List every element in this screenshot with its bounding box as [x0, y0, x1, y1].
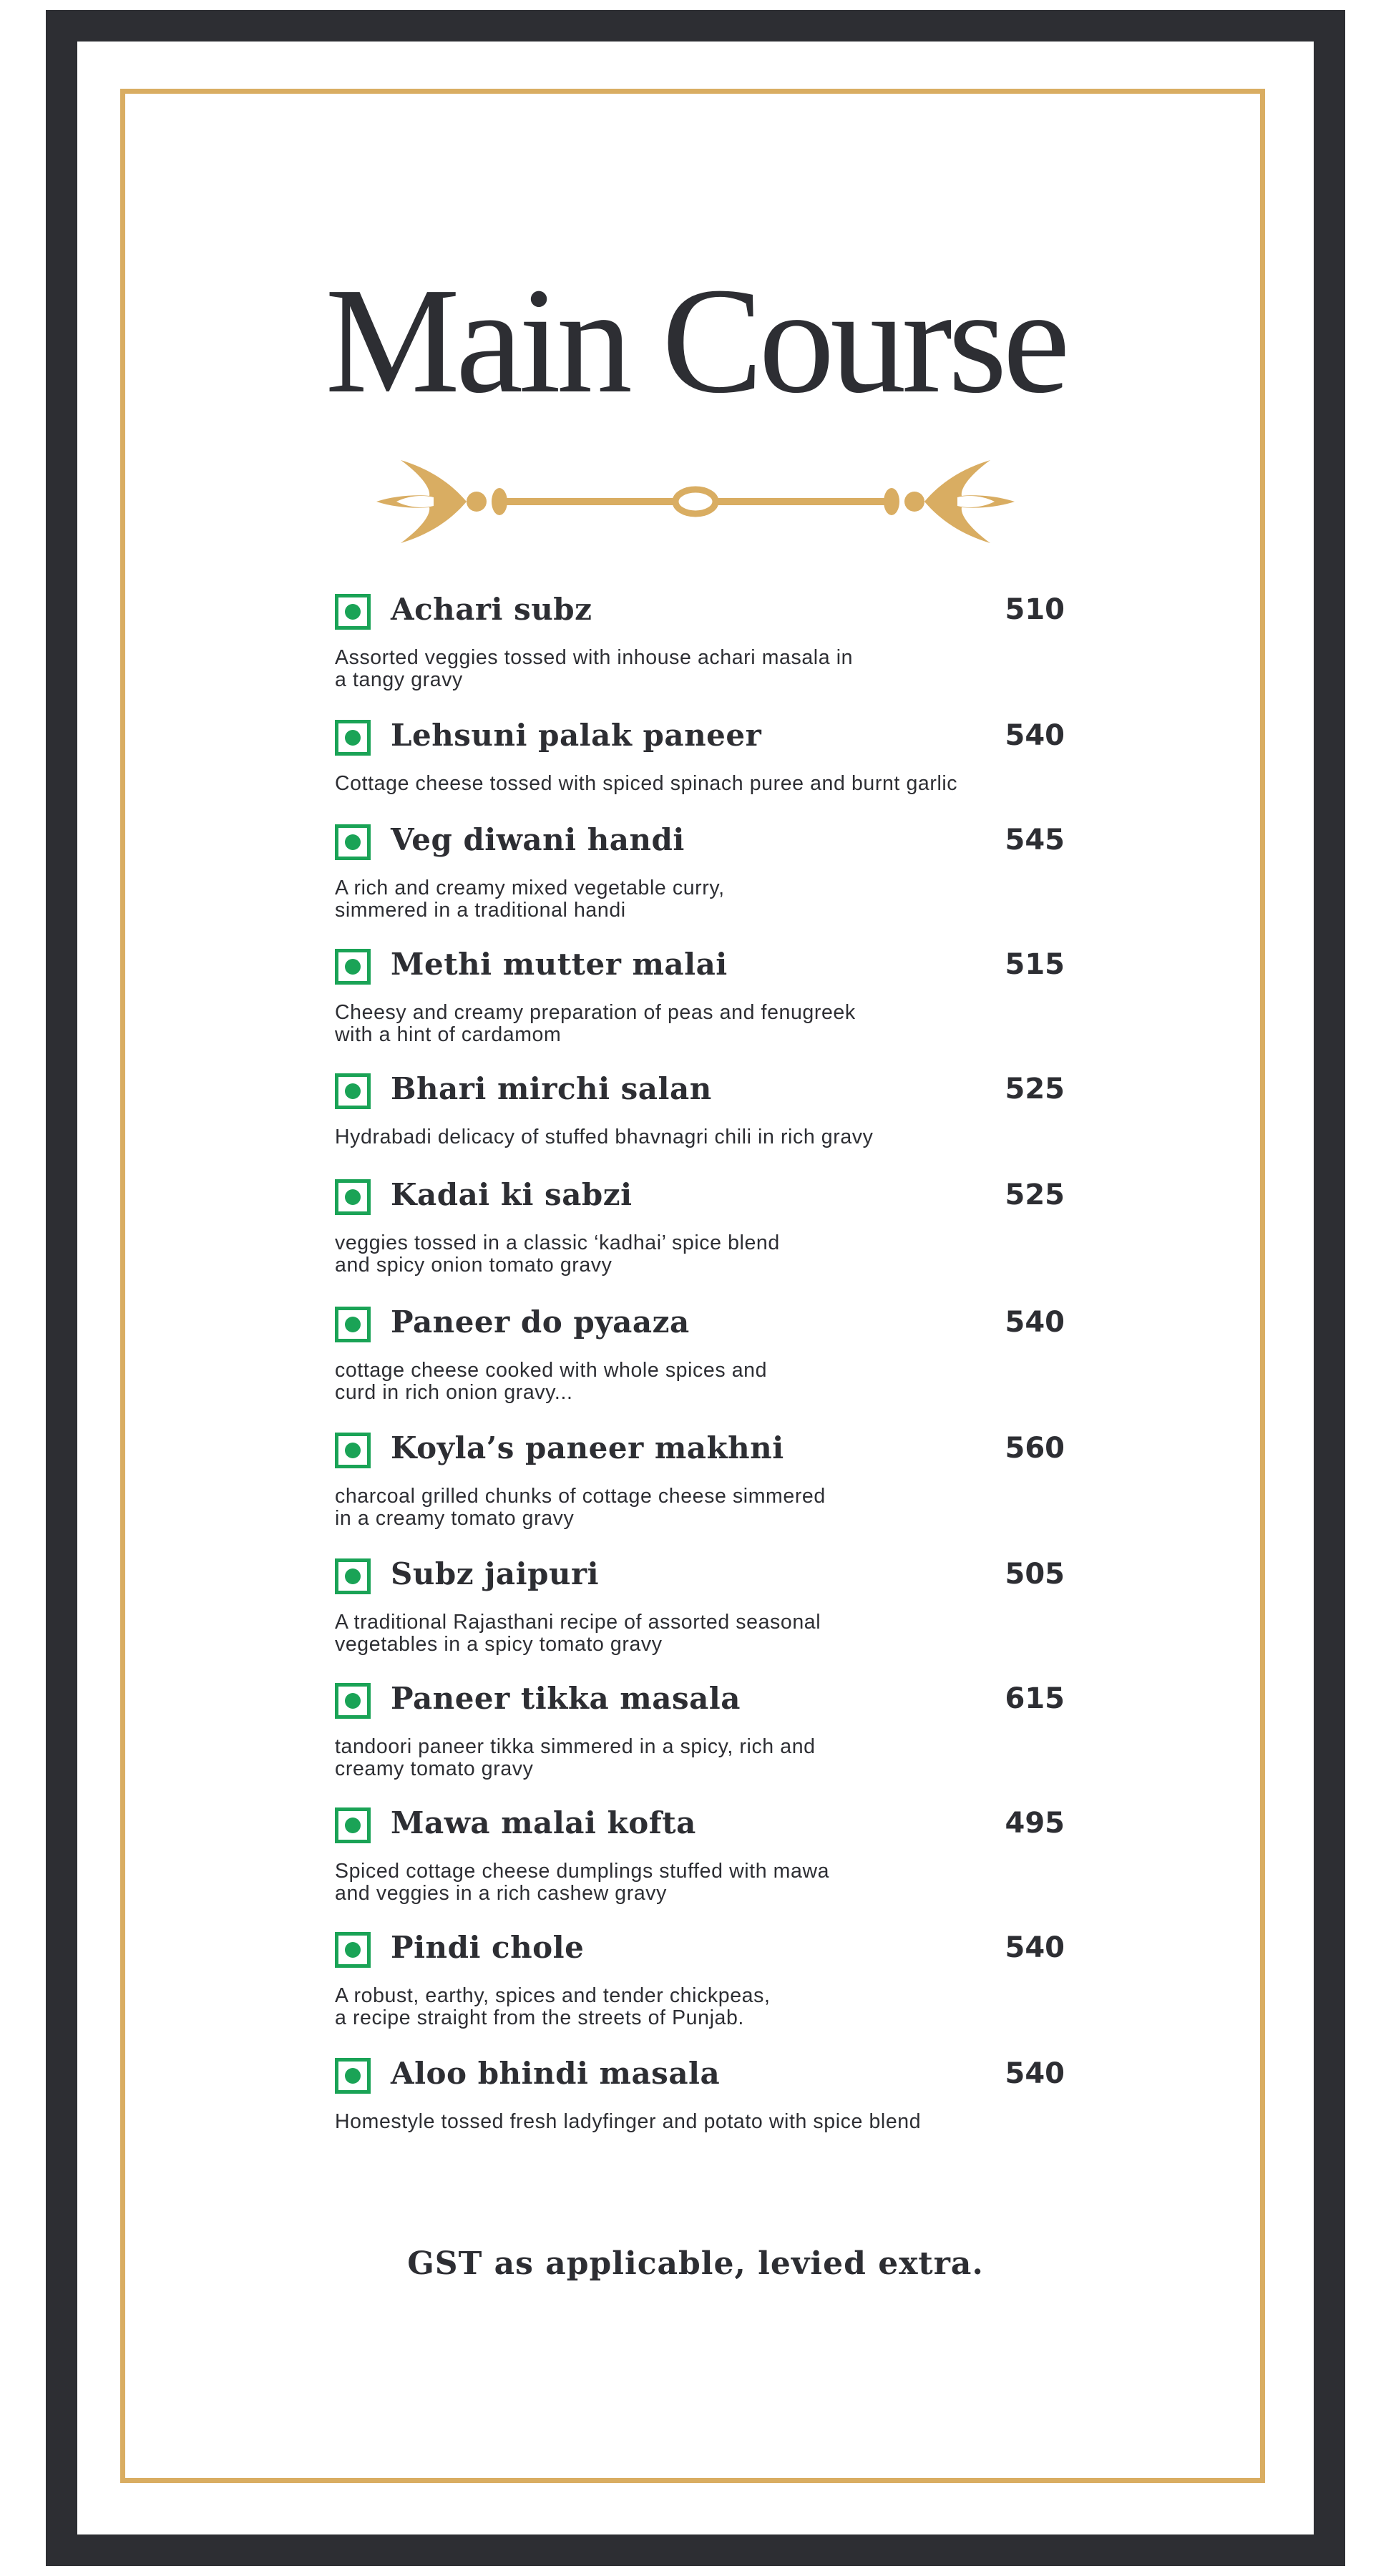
menu-item-name: Koyla’s paneer makhni [391, 1430, 784, 1465]
menu-item-price: 540 [1005, 1306, 1065, 1339]
menu-item-name: Mawa malai kofta [391, 1805, 696, 1840]
menu-item-price: 515 [1005, 948, 1065, 981]
gst-note: GST as applicable, levied extra. [407, 2245, 984, 2282]
menu-item-description: A robust, earthy, spices and tender chickpeas, a recipe straight from the streets of Punjab. [335, 1984, 771, 2029]
menu-item-description: cottage cheese cooked with whole spices and curd in rich onion gravy... [335, 1359, 768, 1404]
menu-item-name: Kadai ki sabzi [391, 1177, 633, 1212]
menu-item-price: 545 [1005, 824, 1065, 857]
menu-item-description: tandoori paneer tikka simmered in a spicy, rich and creamy tomato gravy [335, 1735, 816, 1780]
menu-title: Main Course [325, 256, 1066, 424]
menu-item-price: 540 [1005, 1931, 1065, 1964]
menu-item-name: Bhari mirchi salan [391, 1071, 712, 1106]
menu-item-name: Lehsuni palak paneer [391, 718, 762, 753]
veg-indicator-icon [335, 1807, 371, 1843]
veg-indicator-icon [335, 1558, 371, 1594]
menu-item-name: Aloo bhindi masala [391, 2056, 721, 2091]
menu-item-name: Achari subz [391, 592, 592, 627]
menu-item-name: Paneer do pyaaza [391, 1304, 690, 1340]
menu-item-price: 505 [1005, 1558, 1065, 1591]
menu-item-price: 615 [1005, 1682, 1065, 1715]
veg-indicator-icon [335, 1932, 371, 1968]
menu-item-name: Paneer tikka masala [391, 1681, 741, 1716]
gold-scroll-divider-icon [372, 454, 1019, 547]
menu-item-price: 510 [1005, 593, 1065, 626]
menu-item-price: 495 [1005, 1807, 1065, 1840]
veg-indicator-icon [335, 824, 371, 860]
menu-item-name: Subz jaipuri [391, 1556, 600, 1591]
veg-indicator-icon [335, 1683, 371, 1719]
menu-item-name: Pindi chole [391, 1930, 585, 1965]
veg-indicator-icon [335, 1433, 371, 1468]
menu-item-description: A traditional Rajasthani recipe of assorted seasonal vegetables in a spicy tomato gravy [335, 1611, 821, 1656]
menu-item-price: 560 [1005, 1432, 1065, 1465]
veg-indicator-icon [335, 2058, 371, 2094]
menu-item-name: Veg diwani handi [391, 822, 685, 857]
menu-item-name: Methi mutter malai [391, 947, 728, 982]
menu-item-description: Cheesy and creamy preparation of peas and fenugreek with a hint of cardamom [335, 1001, 856, 1046]
menu-item-description: charcoal grilled chunks of cottage cheese simmered in a creamy tomato gravy [335, 1485, 826, 1530]
menu-item-description: Cottage cheese tossed with spiced spinach puree and burnt garlic [335, 772, 958, 795]
veg-indicator-icon [335, 1307, 371, 1342]
menu-item-description: Assorted veggies tossed with inhouse achari masala in a tangy gravy [335, 646, 854, 691]
veg-indicator-icon [335, 949, 371, 985]
menu-item-description: Spiced cottage cheese dumplings stuffed with mawa and veggies in a rich cashew gravy [335, 1860, 830, 1905]
menu-item-description: veggies tossed in a classic ‘kadhai’ spice blend and spicy onion tomato gravy [335, 1231, 780, 1277]
veg-indicator-icon [335, 720, 371, 756]
veg-indicator-icon [335, 1073, 371, 1109]
veg-indicator-icon [335, 594, 371, 630]
menu-item-price: 540 [1005, 2057, 1065, 2090]
menu-item-price: 540 [1005, 719, 1065, 752]
menu-item-description: A rich and creamy mixed vegetable curry, simmered in a traditional handi [335, 877, 725, 922]
menu-item-description: Hydrabadi delicacy of stuffed bhavnagri chili in rich gravy [335, 1126, 874, 1148]
menu-item-price: 525 [1005, 1073, 1065, 1106]
menu-item-price: 525 [1005, 1179, 1065, 1211]
veg-indicator-icon [335, 1179, 371, 1215]
menu-item-description: Homestyle tossed fresh ladyfinger and potato with spice blend [335, 2110, 922, 2133]
